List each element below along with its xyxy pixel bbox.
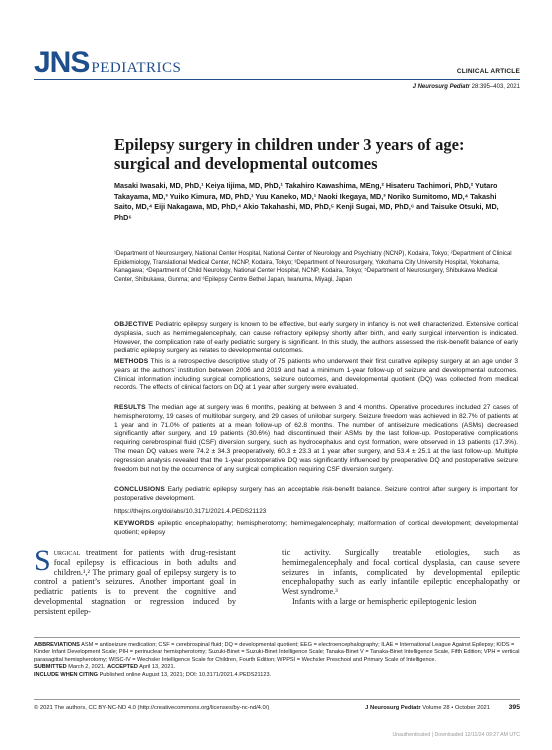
article-title: Epilepsy surgery in children under 3 years of age: surgical and developmental outcomes [114,135,465,173]
article-type: CLINICAL ARTICLE [456,68,520,75]
abstract-methods [114,358,518,393]
include-text: Published online August 13, 2021; DOI: 10.3171/2021.4.PEDS21123. [99,671,272,678]
abbreviations-label: ABBREVIATIONS [34,642,80,648]
abstract-conclusions [114,486,518,504]
methods-text: This is a retrospective descriptive study of 75 patients who underwent their first curative epilepsy surgery at an age under 3 years at the authors’ institution between 2006 and 2019 and had a minimum 1-year follow-up of seizure and developmental outcomes. Clinical information including surgical complications, seizure outcomes, and developmental quotient (DQ) was collected from medical records. The effects of clinical factors on DQ at 1 year after surgery were evaluated. [114,358,518,392]
author-list: Masaki Iwasaki, MD, PhD,¹ Keiya Iijima, MD, PhD,¹ Takahiro Kawashima, MEng,² Hisateru Tachimori, PhD,² Yutaro Takayama, MD,³ Yuiko Kimura, MD, PhD,¹ Yuu Kaneko, MD,¹ Naoki Ikegaya, MD,³ Noriko Sumitomo, MD,⁴ Takashi Saito, MD,⁴ Eiji Nakagawa, MD, PhD,⁴ Akio Takahashi, MD, PhD,⁵ Kenji Sugai, MD, PhD,⁶ and Taisuke Otsuki, MD, PhD⁶ [114,181,499,222]
objective-label: OBJECTIVE [114,321,154,328]
keywords-text: epileptic encephalopathy; hemispherotomy; hemimegalencephaly; malformation of cortical development; developmental quotient; epilepsy [114,520,518,536]
download-watermark: Unauthenticated | Downloaded 12/11/24 09:27 AM UTC [392,732,520,738]
body-left-text: treatment for patients with drug-resistant focal epilepsy is efficacious in both adults and children.¹,² The primary goal of epilepsy surgery is to control a patient’s seizures. Another important goal in pediatric patients is to prevent the cognitive and developmental stagnation or regression induced by persistent epilep- [34,548,236,616]
conclusions-label: CONCLUSIONS [114,486,165,493]
header-citation [413,84,520,90]
dates [34,664,520,671]
footnote-rule [34,637,520,638]
footnotes [34,642,520,679]
abbreviations-text: ASM = antiseizure medication; CSF = cerebrospinal fluid; DQ = developmental quotient; EEG = electroencephalography; ILAE = International League Against Epilepsy; KIDS = Kinder Infant Development Scale; PIH = perinuclear hemispherotomy; Suzuki-Binet = Suzuki-Binet Intelligence Scale; Tanaka-Binet V = Tanaka-Binet Intelligence Scale, Fifth Edition; VPH = vertical parasagittal hemispherotomy; WISC-IV = Wechsler Intelligence Scale for Children, Fourth Edition; WPPSI = Wechsler Preschool and Primary Scale of Intelligence. [34,642,520,663]
accepted-date: April 13, 2021. [139,664,176,671]
conclusions-text: Early pediatric epilepsy surgery has an acceptable risk-benefit balance. Seizure control after surgery is important for postoperative development. [114,486,518,502]
bottom-rule [34,699,520,700]
doi-link[interactable]: https://thejns.org/doi/abs/10.3171/2021.4.PEDS21123 [114,508,267,515]
citation-rest: 28:395–403, 2021 [469,84,520,90]
body-column-left [34,544,236,617]
footer-journal-name: J Neurosurg Pediatr [365,705,421,711]
logo-pediatrics: PEDIATRICS [91,60,182,76]
footer-journal [365,705,490,711]
page-footer [34,705,520,715]
include-label: INCLUDE WHEN CITING [34,671,99,678]
citation-journal: J Neurosurg Pediatr [412,84,470,90]
body-right-text-a: tic activity. Surgically treatable etiologies, such as hemimegalencephaly and focal cortical dysplasia, can cause severe seizures in infants, complicated by developmental epileptic encephalopathy such as early infantile epileptic encephalopathy or West syndrome.³ [282,548,520,597]
drop-cap: S [34,544,51,577]
objective-text: Pediatric epilepsy surgery is known to be effective, but early surgery in infancy is not well characterized. Extensive cortical dysplasia, such as hemimegalencephaly, can cause refractory epilepsy shortly after birth, and early surgical intervention is indicated. However, the complication rate of early pediatric surgery is significant. In this study, the authors assessed the risk-benefit balance of early pediatric epilepsy surgery as relates to developmental outcomes. [114,321,518,355]
results-label: RESULTS [114,404,146,411]
abstract-results [114,404,518,474]
footer-issue: Volume 28 • October 2021 [422,705,490,711]
body-column-right [282,548,520,607]
logo-jns: JNS [34,46,90,79]
abstract-objective [114,321,518,356]
keywords [114,520,518,538]
first-word-smallcaps: urgical [53,548,81,557]
accepted-label: ACCEPTED [107,664,138,671]
abbreviations [34,642,520,664]
results-text: The median age at surgery was 6 months, peaking at between 3 and 4 months. Operative procedures included 27 cases of hemispherotomy, 19 cases of multilobar surgery, and 29 cases of unilobar surgery. Seizure freedom was achieved in 82.7% of patients at 1 year and in 71.0% of patients at a mean follow-up of 62.8 months. The number of antiseizure medications (ASMs) decreased significantly after surgery, and 19 patients (30.6%) had discontinued their ASMs by the last follow-up. Postoperative complications requiring cerebrospinal fluid (CSF) diversion surgery, such as hydrocephalus and cyst formation, were observed in 13 patients (17.3%). The mean DQ values were 74.2 ± 34.3 preoperatively, 60.3 ± 23.3 at 1 year after surgery, and 53.4 ± 25.1 at the last follow-up. Multiple regression analysis revealed that the 1-year postoperative DQ was significantly influenced by preoperative DQ and postoperative seizure freedom but not by the occurrence of any surgical complication requiring CSF diversion surgery. [114,404,518,473]
body-right-text-b: Infants with a large or hemispheric epileptogenic lesion [292,596,477,606]
affiliations: ¹Department of Neurosurgery, National Center Hospital, National Center of Neurology and Psychiatry (NCNP), Kodaira, Tokyo; ²Department of Clinical Epidemiology, Translational Medical Center, NCNP, Kodaira, Tokyo; ³Department of Neurosurgery, Yokohama City University Hospital, Yokohama, Kanagawa; ⁴Department of Child Neurology, National Center Hospital, NCNP, Kodaira, Tokyo; ⁵Department of Neurosurgery, Shibukawa Medical Center, Shibukawa, Gunma; and ⁶Epilepsy Centre Bethel Japan, Iwanuma, Miyagi, Japan [114,251,512,283]
methods-label: METHODS [114,358,149,365]
journal-logo[interactable] [34,48,181,78]
keywords-label: KEYWORDS [114,520,155,527]
header-rule [34,79,520,80]
submitted-date: March 2, 2021. [68,664,106,671]
page-number: 395 [508,704,520,711]
submitted-label: SUBMITTED [34,664,67,671]
copyright-notice: © 2021 The authors, CC BY-NC-ND 4.0 (http://creativecommons.org/licenses/by-nc-nd/4.0/) [34,705,270,711]
journal-header [34,48,520,88]
include-when-citing [34,672,520,679]
